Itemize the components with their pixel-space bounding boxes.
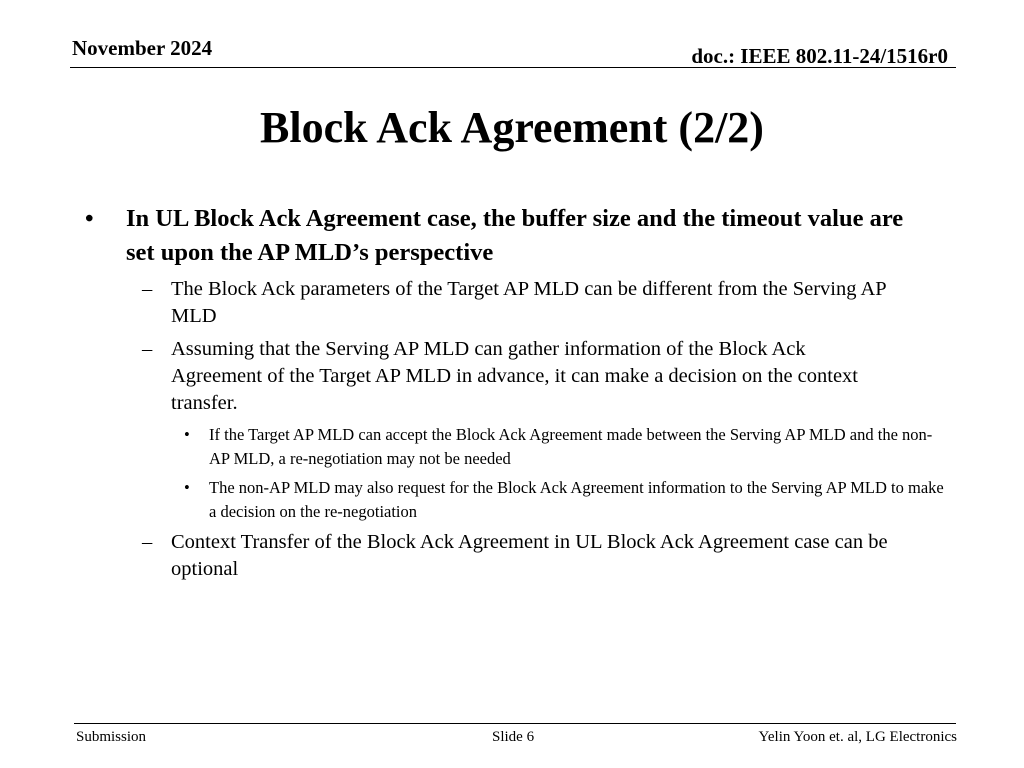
bullet-level3	[0, 423, 949, 470]
bullet-level2	[0, 529, 889, 583]
bullet-text: The Block Ack parameters of the Target AP MLD can be different from the Serving AP MLD	[171, 278, 886, 327]
bullet-marker: •	[184, 478, 190, 497]
bullet-text: Context Transfer of the Block Ack Agreement in UL Block Ack Agreement case can be optional	[171, 531, 888, 580]
footer-slide-number: Slide 6	[492, 729, 535, 745]
footer-author: Yelin Yoon et. al, LG Electronics	[758, 729, 957, 745]
bullet-text: If the Target AP MLD can accept the Block Ack Agreement made between the Serving AP MLD and the non-AP MLD, a re-negotiation may not be needed	[209, 425, 933, 468]
bullet-text: The non-AP MLD may also request for the Block Ack Agreement information to the Serving AP MLD to make a decision on the re-negotiation	[209, 478, 944, 521]
bullet-text: In UL Block Ack Agreement case, the buffer size and the timeout value are set upon the AP MLD’s perspective	[126, 205, 904, 266]
bullet-level1	[0, 202, 926, 270]
dash-marker: –	[142, 278, 153, 300]
header-divider	[70, 67, 956, 68]
dash-marker: –	[142, 531, 153, 553]
bullet-text: Assuming that the Serving AP MLD can gather information of the Block Ack Agreement of the Target AP MLD in advance, it can make a decision on the context transfer.	[171, 338, 859, 414]
footer-divider	[74, 723, 956, 724]
dash-marker: –	[142, 338, 153, 360]
bullet-level2	[0, 276, 889, 330]
bullet-level2	[0, 336, 889, 417]
slide-title: Block Ack Agreement (2/2)	[260, 103, 764, 152]
bullet-level3	[0, 476, 949, 523]
footer-submission: Submission	[76, 729, 147, 745]
slide-body	[0, 202, 1024, 583]
header-document-id: doc.: IEEE 802.11-24/1516r0	[691, 44, 948, 68]
bullet-marker: •	[184, 425, 190, 444]
bullet-marker: •	[85, 205, 94, 232]
header-date: November 2024	[72, 36, 213, 60]
